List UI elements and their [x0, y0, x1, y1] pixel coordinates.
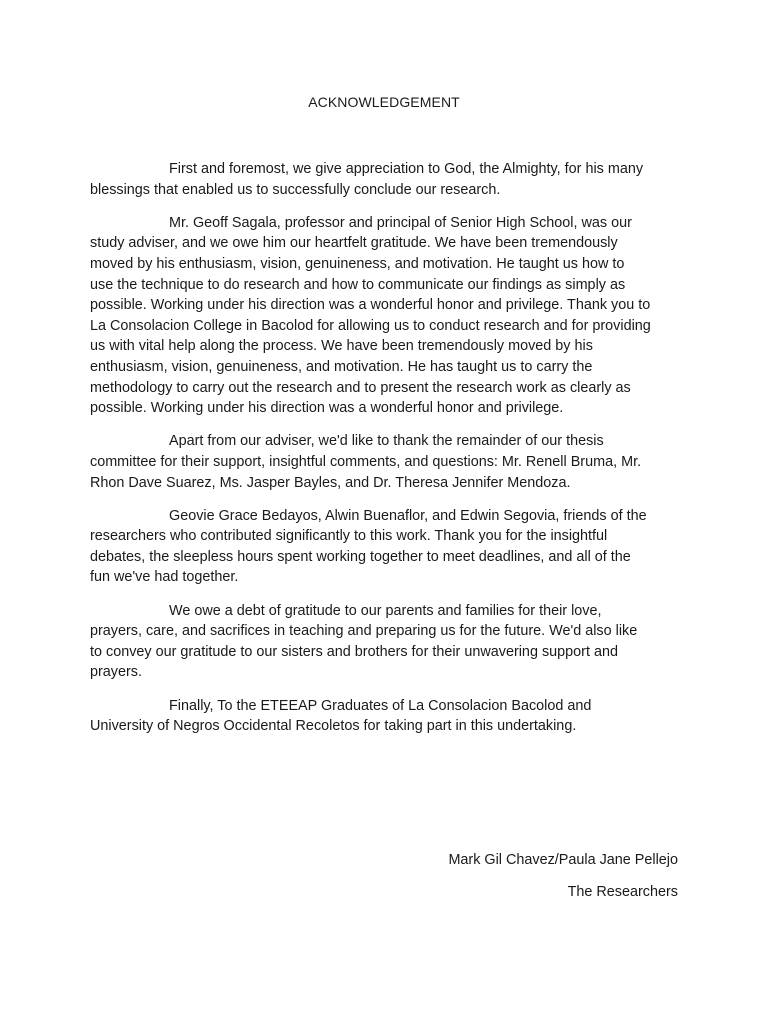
document-title: ACKNOWLEDGEMENT: [308, 94, 460, 110]
paragraph-adviser: Mr. Geoff Sagala, professor and principal of Senior High School, was our study adviser, and we owe him our heartfelt gratitude. We have been tremendously moved by his enthusiasm, vision, genuineness, and motivation. He taught us how to use the technique to do research and how to communicate our findings as simply as possible. Working under his direction was a wonderful honor and privilege. Thank you to La Consolacion College in Bacolod for allowing us to conduct research and for providing us with vital help along the process. We have been tremendously moved by his enthusiasm, vision, genuineness, and motivation. He has taught us to carry the methodology to carry out the research and to present the research work as clearly as possible. Working under his direction was a wonderful honor and privilege.: [90, 214, 651, 417]
paragraph-graduates: Finally, To the ETEEAP Graduates of La Consolacion Bacolod and University of Negros Occidental Recoletos for taking part in this undertaking.: [90, 697, 592, 735]
document-body: [90, 159, 690, 749]
paragraph-families: We owe a debt of gratitude to our parents and families for their love, prayers, care, and sacrifices in teaching and preparing us for the future. We'd also like to convey our gratitude to our sisters and brothers for their unwavering support and prayers.: [90, 602, 638, 681]
signature-role: The Researchers: [567, 884, 678, 900]
signature-names: Mark Gil Chavez/Paula Jane Pellejo: [448, 852, 678, 868]
paragraph-committee: Apart from our adviser, we'd like to thank the remainder of our thesis committee for their support, insightful comments, and questions: Mr. Renell Bruma, Mr. Rhon Dave Suarez, Ms. Jasper Bayles, and Dr. Theresa Jennifer Mendoza.: [90, 433, 642, 491]
paragraph-gratitude-god: First and foremost, we give appreciation to God, the Almighty, for his many blessings that enabled us to successfully conclude our research.: [90, 161, 644, 198]
paragraph-friends: Geovie Grace Bedayos, Alwin Buenaflor, and Edwin Segovia, friends of the researchers who contributed significantly to this work. Thank you for the insightful debates, the sleepless hours spent working together to meet deadlines, and all of the fun we've had together.: [90, 507, 647, 586]
